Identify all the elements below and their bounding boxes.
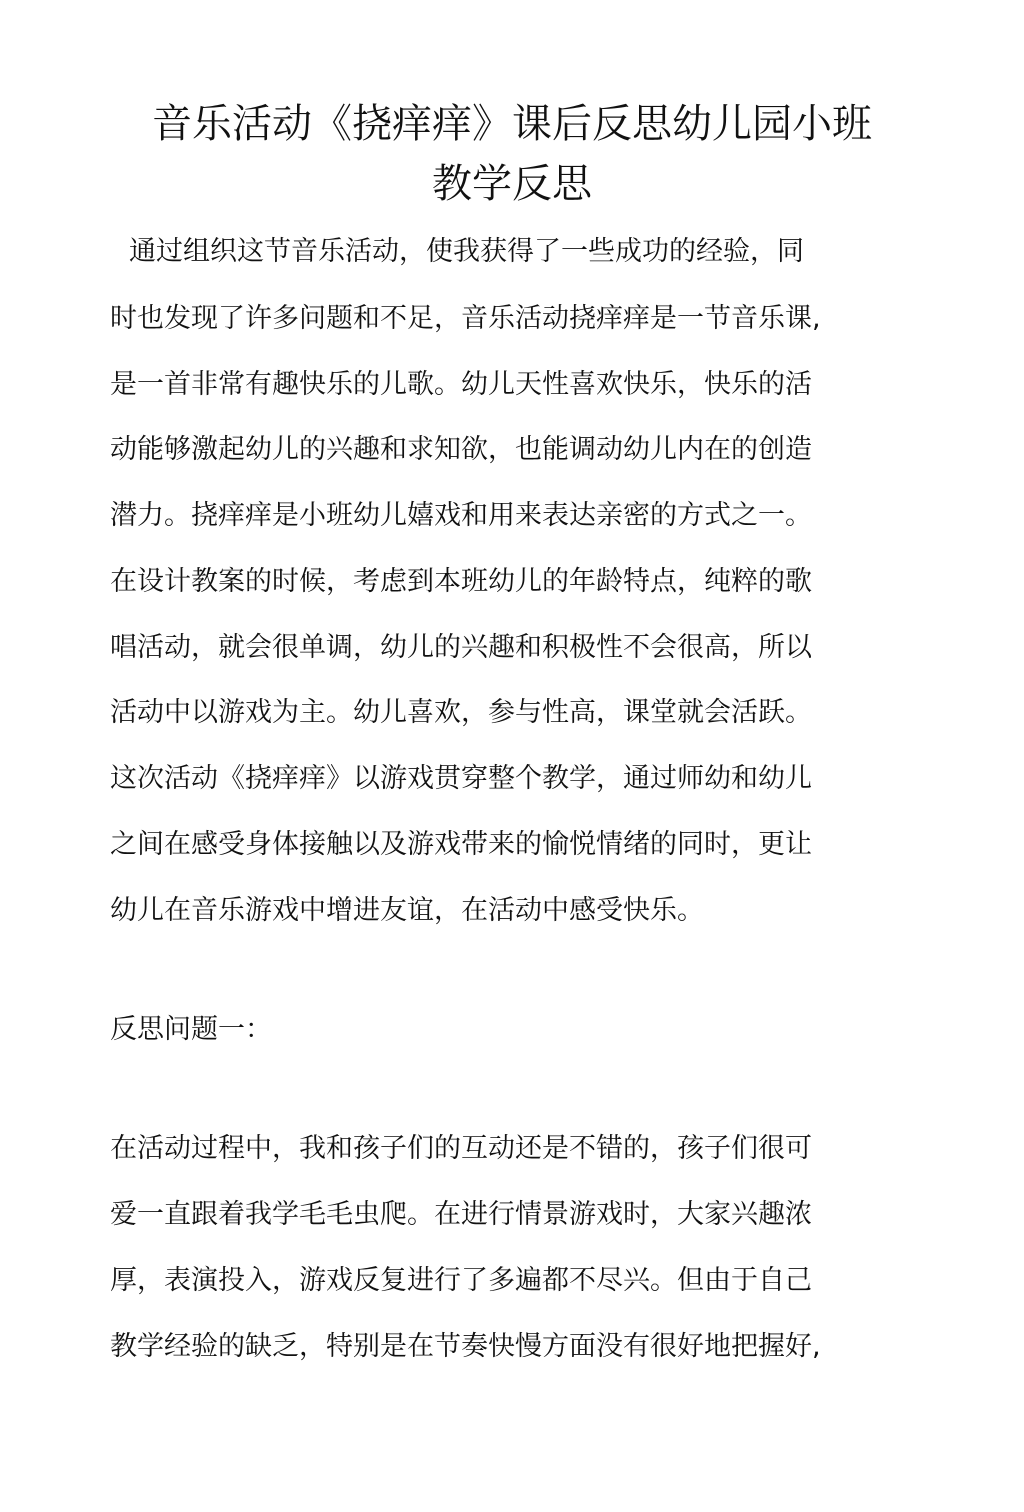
section-heading: 反思问题一： (110, 1014, 272, 1045)
paragraph-1-line-11: 幼儿在音乐游戏中增进友谊，在活动中感受快乐。 (110, 895, 704, 926)
paragraph-1-line-6: 在设计教案的时候，考虑到本班幼儿的年龄特点，纯粹的歌 (110, 566, 812, 597)
paragraph-1-line-10: 之间在感受身体接触以及游戏带来的愉悦情绪的同时，更让 (110, 829, 812, 860)
document-title-line-2: 教学反思 (432, 161, 592, 207)
paragraph-1-line-7: 唱活动，就会很单调，幼儿的兴趣和积极性不会很高，所以 (110, 632, 812, 663)
paragraph-2-line-1: 在活动过程中，我和孩子们的互动还是不错的，孩子们很可 (110, 1133, 812, 1164)
paragraph-1-line-3: 是一首非常有趣快乐的儿歌。幼儿天性喜欢快乐，快乐的活 (110, 369, 812, 400)
paragraph-1-line-5: 潜力。挠痒痒是小班幼儿嬉戏和用来表达亲密的方式之一。 (110, 500, 812, 531)
paragraph-1-line-2: 时也发现了许多问题和不足，音乐活动挠痒痒是一节音乐课, (110, 303, 821, 334)
paragraph-1-line-9: 这次活动《挠痒痒》以游戏贯穿整个教学，通过师幼和幼儿 (110, 763, 812, 794)
document-title-line-1: 音乐活动《挠痒痒》课后反思幼儿园小班 (152, 101, 872, 147)
paragraph-2-line-4: 教学经验的缺乏，特别是在节奏快慢方面没有很好地把握好, (110, 1331, 821, 1362)
paragraph-1-line-1: 通过组织这节音乐活动，使我获得了一些成功的经验，同 (129, 236, 804, 267)
paragraph-1-line-8: 活动中以游戏为主。幼儿喜欢，参与性高，课堂就会活跃。 (110, 697, 812, 728)
paragraph-2-line-2: 爱一直跟着我学毛毛虫爬。在进行情景游戏时，大家兴趣浓 (110, 1199, 812, 1230)
paragraph-2-line-3: 厚，表演投入，游戏反复进行了多遍都不尽兴。但由于自己 (110, 1265, 812, 1296)
paragraph-1-line-4: 动能够激起幼儿的兴趣和求知欲，也能调动幼儿内在的创造 (110, 434, 812, 465)
